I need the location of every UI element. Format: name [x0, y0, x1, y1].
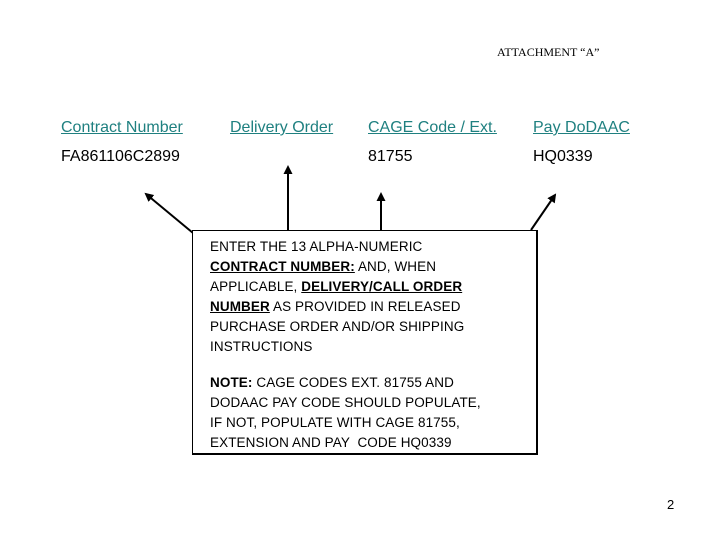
- instructions-text: ENTER THE 13 ALPHA-NUMERIC CONTRACT NUMBER: AND, WHEN APPLICABLE, DELIVERY/CALL ORDER NUMBER AS PROVIDED IN RELEASED PURCHASE ORDER AND/OR SHIPPING INSTRUCTIONS: [210, 239, 465, 354]
- arrow-contract-number: [146, 194, 193, 233]
- header-contract-number: Contract Number: [61, 119, 183, 136]
- page-number: 2: [667, 497, 675, 512]
- header-delivery-order: Delivery Order: [230, 119, 334, 136]
- header-pay-dodaac: Pay DoDAAC: [533, 119, 630, 136]
- value-pay-dodaac: HQ0339: [533, 148, 593, 165]
- instructions-callout: [192, 230, 538, 455]
- header-cage-code: CAGE Code / Ext.: [368, 119, 497, 136]
- arrow-pay-dodaac: [531, 195, 555, 230]
- note-text: NOTE: CAGE CODES EXT. 81755 AND DODAAC PAY CODE SHOULD POPULATE, IF NOT, POPULATE WITH CAGE 81755, EXTENSION AND PAY CODE HQ0339: [210, 375, 481, 450]
- value-contract-number: FA861106C2899: [61, 148, 180, 165]
- attachment-title: ATTACHMENT “A”: [497, 45, 600, 59]
- value-cage-code: 81755: [368, 148, 413, 165]
